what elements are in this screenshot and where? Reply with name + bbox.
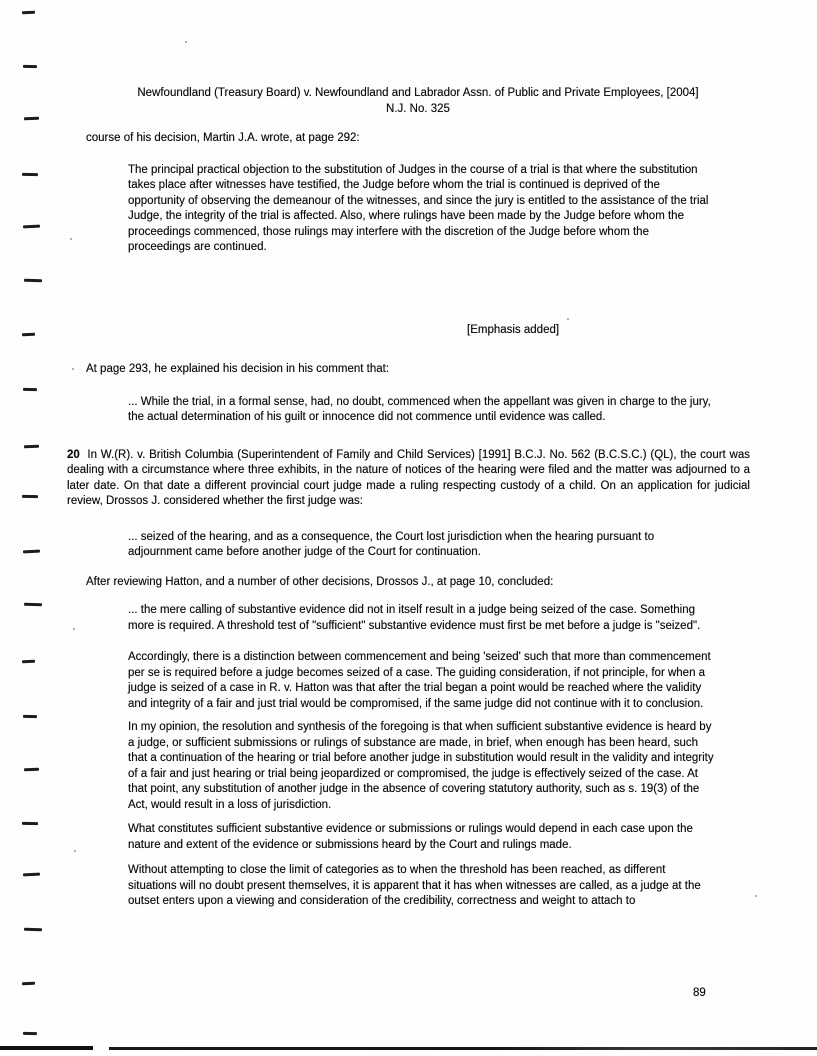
scan-margin-dash — [22, 173, 38, 176]
case-citation-header — [76, 86, 760, 117]
scan-margin-dash — [22, 982, 35, 985]
scan-margin-dash — [22, 822, 38, 825]
scan-margin-dash — [23, 715, 37, 718]
scan-speck — [185, 41, 187, 43]
blockquote-accordingly: Accordingly, there is a distinction between commencement and being 'seized' such that more than commencement per se is required before a judge becomes seized of a case. The guiding consideration, if not principle, for when a judge is seized of a case in R. v. Hatton was that after the trial began a point would be reached where the validity and integrity of a fair and just trial would be compromised, if the same judge did not continue with it to conclusion. — [128, 651, 711, 710]
blockquote-seized-of-hearing: ... seized of the hearing, and as a consequence, the Court lost jurisdiction when the hearing pursuant to adjournment came before another judge of the Court for continuation. — [128, 530, 655, 558]
blockquote-mere-calling: ... the mere calling of substantive evidence did not in itself result in a judge being seized of the case. Something more is required. A threshold test of "sufficient" substantive evidence must first be met before a judge is "seized". — [128, 604, 701, 632]
scan-edge-line-left — [0, 1046, 93, 1050]
scan-margin-dash — [22, 11, 35, 14]
blockquote-what-constitutes: What constitutes sufficient substantive evidence or submissions or rulings would depend in each case upon the nature and extent of the evidence or submissions heard by the Court and rulings made. — [128, 823, 693, 851]
scan-margin-dash — [23, 65, 37, 68]
scan-margin-dash — [23, 1032, 37, 1035]
scan-speck — [755, 895, 757, 897]
scan-speck — [70, 238, 72, 240]
scan-edge-line-right — [109, 1047, 817, 1050]
blockquote-in-my-opinion: In my opinion, the resolution and synthesis of the foregoing is that when sufficient substantive evidence is heard by a judge, or sufficient submissions or rulings of substance are made, in brief, when enough has been heard, such that a continuation of the hearing or trial before another judge in substitution would result in the validity and integrity of a fair and just hearing or trial being jeopardized or compromised, the judge is effectively seized of the case. At that point, any substitution of another judge in the absence of covering statutory authority, such as s. 19(3) of the Act, would result in a loss of jurisdiction. — [128, 721, 714, 811]
scan-margin-dash — [23, 388, 37, 391]
paragraph-20 — [67, 448, 750, 510]
scan-speck — [567, 318, 569, 320]
scan-margin-dash — [22, 660, 35, 663]
scan-margin-dash — [22, 333, 35, 336]
case-title-line1: Newfoundland (Treasury Board) v. Newfoundland and Labrador Assn. of Public and Private Employees, [2004] — [137, 87, 699, 99]
paragraph-page-293: At page 293, he explained his decision in his comment that: — [86, 363, 390, 375]
paragraph-20-number: 20 — [67, 448, 80, 461]
scan-margin-dash — [22, 495, 38, 498]
scan-margin-dash — [24, 279, 42, 282]
scan-speck — [74, 850, 76, 852]
paragraph-20-text: In W.(R). v. British Columbia (Superintendent of Family and Child Services) [1991] B.C.J. No. 562 (B.C.S.C.) (QL), the court was dealing with a circumstance where three exhibits, in the nature of notices of the hearing were filed and the matter was adjourned to a later date. On that date a different provincial court judge made a ruling respecting custody of a child. On an application for judicial review, Drossos J. considered whether the first judge was: — [67, 448, 750, 507]
paragraph-intro: course of his decision, Martin J.A. wrote, at page 292: — [86, 132, 360, 144]
scan-speck — [72, 368, 74, 370]
paragraph-after-reviewing: After reviewing Hatton, and a number of other decisions, Drossos J., at page 10, concluded: — [86, 575, 554, 588]
page-number: 89 — [693, 987, 706, 999]
emphasis-added-note: [Emphasis added] — [467, 323, 560, 336]
blockquote-without-attempting: Without attempting to close the limit of categories as to when the threshold has been reached, as different situations will no doubt present themselves, it is apparent that it has when witnesses are called, as a judge at the outset enters upon a viewing and consideration of the credibility, correctness and weight to attach to — [128, 864, 701, 907]
blockquote-martin-ja: The principal practical objection to the substitution of Judges in the course of a trial is that where the substitution takes place after witnesses have testified, the Judge before whom the trial is continued is deprived of the opportunity of observing the demeanour of the witnesses, and since the jury is entitled to the assistance of the trial Judge, the integrity of the trial is affected. Also, where rulings have been made by the Judge before whom the proceedings commenced, those rulings may interfere with the discretion of the Judge before whom the proceedings are continued. — [128, 163, 709, 253]
case-title-line2: N.J. No. 325 — [386, 102, 450, 115]
scan-speck — [73, 628, 75, 630]
scan-margin-dash — [24, 928, 42, 931]
scan-margin-dash — [24, 603, 42, 606]
blockquote-while-the-trial: ... While the trial, in a formal sense, had, no doubt, commenced when the appellant was given in charge to the jury, the actual determination of his guilt or innocence did not commence until evidence was called. — [128, 395, 711, 423]
